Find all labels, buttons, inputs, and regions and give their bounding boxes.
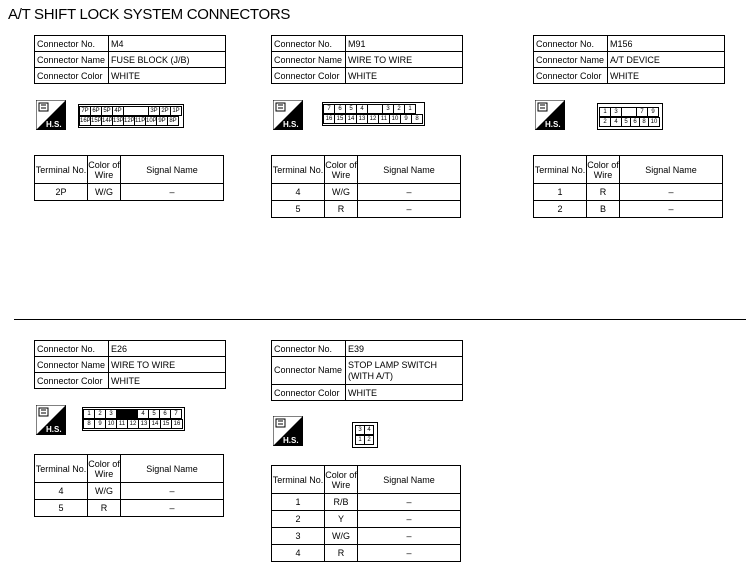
connector-no-label: Connector No. <box>272 36 346 52</box>
svg-text:H.S.: H.S. <box>283 436 299 445</box>
signal-name-header: Signal Name <box>121 156 224 184</box>
pin-layout-m4 <box>78 104 184 128</box>
table-row: 2 B – <box>534 201 723 218</box>
pin: 16P <box>80 118 91 124</box>
pin: 11P <box>135 118 146 124</box>
hs-icon <box>273 100 303 130</box>
connector-name-label: Connector Name <box>35 52 109 68</box>
svg-text:H.S.: H.S. <box>46 425 62 434</box>
hs-icon <box>273 416 303 446</box>
terminal-no-header: Terminal No. <box>35 156 88 184</box>
table-row: 3 W/G – <box>272 528 461 545</box>
connector-color-value: WHITE <box>346 68 463 84</box>
page-title: A/T SHIFT LOCK SYSTEM CONNECTORS <box>8 6 291 23</box>
table-row: 1 R – <box>534 184 723 201</box>
pin: 10P <box>146 118 157 124</box>
connector-name-value: FUSE BLOCK (J/B) <box>109 52 226 68</box>
connector-m91 <box>271 35 463 84</box>
pin-layout-e26: 1 2 3 4 5 6 7 8 9 10 11 12 13 14 15 16 <box>82 407 185 431</box>
svg-text:H.S.: H.S. <box>283 120 299 129</box>
connector-color-value: WHITE <box>109 68 226 84</box>
pin: 4P <box>112 106 124 116</box>
pin: 14P <box>102 118 113 124</box>
table-row: 5 R – <box>272 201 461 218</box>
connector-no-value: M91 <box>346 36 463 52</box>
table-row: 1 R/B – <box>272 494 461 511</box>
terminal-table-e26: Terminal No. Color of Wire Signal Name 4 W/G – 5 R – <box>34 454 224 517</box>
connector-name-label: Connector Name <box>272 52 346 68</box>
terminal-table-m156: Terminal No. Color of Wire Signal Name 1 R – 2 B – <box>533 155 723 218</box>
hs-icon <box>535 100 565 130</box>
connector-no-value: M4 <box>109 36 226 52</box>
svg-text:H.S.: H.S. <box>545 120 561 129</box>
connector-m156: Connector No. M156 Connector Name A/T DEVICE Connector Color WHITE <box>533 35 725 84</box>
connector-color-label: Connector Color <box>272 68 346 84</box>
terminal-table-e39: Terminal No. Color of Wire Signal Name 1 R/B – 2 Y – 3 W/G – 4 R – <box>271 465 461 562</box>
terminal-table-m91: Terminal No. Color of Wire Signal Name 4 W/G – 5 R – <box>271 155 461 218</box>
pin: 1P <box>170 106 182 116</box>
hs-label: H.S. <box>46 120 62 129</box>
hs-icon <box>36 405 66 435</box>
pin-key <box>621 107 637 117</box>
connector-m4 <box>34 35 226 84</box>
pin: 8P <box>167 116 179 126</box>
table-row: 4 W/G – <box>35 483 224 500</box>
pin: 2P <box>159 106 171 116</box>
pin-key <box>116 409 138 419</box>
terminal-table-m4 <box>34 155 224 201</box>
connector-info-table <box>34 35 226 84</box>
connector-e26: Connector No. E26 Connector Name WIRE TO WIRE Connector Color WHITE <box>34 340 226 389</box>
pin: 7P <box>79 106 91 116</box>
wire-color-header: Color of Wire <box>88 156 121 184</box>
pin-layout-e39: 3 4 1 2 <box>352 422 378 448</box>
hs-icon <box>36 100 66 130</box>
connector-no-label: Connector No. <box>35 36 109 52</box>
table-row: 2 Y – <box>272 511 461 528</box>
pin-key <box>367 104 383 114</box>
pin: 12P <box>124 118 135 124</box>
pin: 9P <box>156 116 168 126</box>
pin: 6P <box>90 106 102 116</box>
table-row: 2P W/G – <box>35 184 224 201</box>
pin: 3P <box>148 106 160 116</box>
table-row: 4 W/G – <box>272 184 461 201</box>
connector-name-value: WIRE TO WIRE <box>346 52 463 68</box>
pin: 13P <box>113 118 124 124</box>
table-row: 4 R – <box>272 545 461 562</box>
table-row: 5 R – <box>35 500 224 517</box>
pin: 5P <box>101 106 113 116</box>
connector-e39: Connector No. E39 Connector Name STOP LAMP SWITCH (WITH A/T) Connector Color WHITE <box>271 340 463 401</box>
pin-layout-m156: 1 3 7 9 2 4 5 6 8 10 <box>597 103 663 130</box>
pin-layout-m91: 7 6 5 4 3 2 1 16 15 14 13 12 11 10 9 8 <box>322 102 425 126</box>
pin-key <box>123 106 149 116</box>
connector-color-label: Connector Color <box>35 68 109 84</box>
section-divider <box>14 319 746 320</box>
connector-name-value: STOP LAMP SWITCH (WITH A/T) <box>346 357 463 385</box>
pin: 15P <box>91 118 102 124</box>
